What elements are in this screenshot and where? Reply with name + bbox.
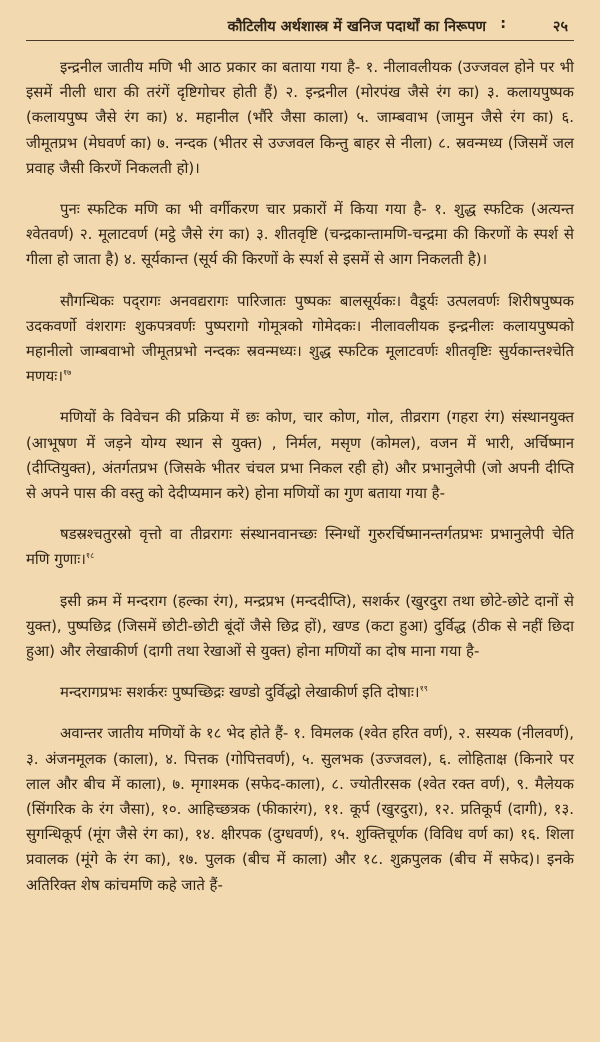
page-number: २५ [552, 19, 568, 35]
paragraph-text: मन्दरागप्रभः सशर्करः पुष्पच्छिद्रः खण्डो दुर्विद्धो लेखाकीर्ण इति दोषाः। [60, 683, 420, 702]
footnote-marker: १९ [419, 684, 428, 694]
footnote-marker: १७ [62, 368, 72, 378]
header-separator: : [500, 16, 506, 32]
sanskrit-quote-mani-doshas [26, 680, 574, 705]
paragraph-indranil-types [26, 55, 574, 181]
running-header [26, 14, 574, 41]
paragraph-mani-defects [26, 589, 574, 665]
paragraph-mani-qualities [26, 405, 574, 506]
paragraph-text: सौगन्धिकः पद्‌रागः अनवद्यरागः पारिजातः पुष्पकः बालसूर्यकः। वैडूर्यः उत्पलवर्णः शिरीषपुष्पक उदकवर्णो वंशरागः शुकपत्रवर्णः पुष्परागो गोमूत्रको गोमेदकः। नीलावलीयक इन्द्रनीलः कलायपुष्पको महानीलो जाम्बवाभो जीमूतप्रभो नन्दकः स्रवन्मध्यः। शुद्ध स्फटिक मूलाटवर्णः शीतवृष्टिः सुर्यकान्तश्चेति मणयः। [26, 291, 574, 386]
footnote-marker: १८ [85, 551, 95, 561]
paragraph-text: इसी क्रम में मन्दराग (हल्का रंग), मन्द्रप्रभ (मन्ददीप्ति), सशर्कर (खुरदुरा तथा छोटे-छोटे दानों से युक्त), पुष्पछिद्र (जिसमें छोटी-छोटी बूंदों जैसे छिद्र हों), खण्ड (कटा हुआ) दुर्विद्ध (ठीक से नहीं छिदा हुआ) और लेखाकीर्ण (दागी तथा रेखाओं से युक्त) होना मणियों का दोष माना गया है- [26, 591, 574, 661]
paragraph-text: अवान्तर जातीय मणियों के १८ भेद होते हैं- १. विमलक (श्वेत हरित वर्ण), २. सस्यक (नीलवर्ण), ३. अंजनमूलक (काला), ४. पित्तक (गोपित्तवर्ण), ५. सुलभक (उज्जवल), ६. लोहिताक्ष (किनारे पर लाल और बीच में काला), ७. मृगाश्मक (सफेद-काला), ८. ज्योतीरसक (श्वेत रक्त वर्ण), ९. मैलेयक (सिंगरिक के रंग जैसा), १०. आहिच्छत्रक (फीकारंग), ११. कूर्प (खुरदुरा), १२. प्रतिकूर्प (दागी), १३. सुगन्धिकूर्प (मूंग जैसे रंग का), १४. क्षीरपक (दुग्धवर्ण), १५. शुक्तिचूर्णक (विविध वर्ण का) १६. शिला प्रवालक (मूंगे के रंग का), १७. पुलक (बीच में काला) और १८. शुक्रपुलक (बीच में सफेद)। इनके अतिरिक्त शेष कांचमणि कहे जाते हैं- [26, 724, 574, 894]
paragraph-text: पुनः स्फटिक मणि का भी वर्गीकरण चार प्रकारों में किया गया है- १. शुद्ध स्फटिक (अत्यन्त श्वेतवर्ण) २. मूलाटवर्ण (मट्ठे जैसे रंग का) ३. शीतवृष्टि (चन्द्रकान्तामणि-चन्द्रमा की किरणों के स्पर्श से गीला हो जाता है) ४. सूर्यकान्त (सूर्य की किरणों के स्पर्श से इसमें से आग निकलती है)। [26, 200, 574, 269]
paragraph-text: इन्द्रनील जातीय मणि भी आठ प्रकार का बताया गया है- १. नीलावलीयक (उज्जवल होने पर भी इसमें नीली धारा की तरंगें दृष्टिगोचर होती हैं) २. इन्द्रनील (मोरपंख जैसे रंग का) ३. कलायपुष्पक (कलायपुष्प जैसे रंग का) ४. महानील (भौंरे जैसा काला) ५. जाम्बवाभ (जामुन जैसे रंग का) ६. जीमूतप्रभ (मेघवर्ण का) ७. नन्दक (भीतर से उज्जवल किन्तु बाहर से नीला) ८. स्रवन्मध्य (जिसमें जल प्रवाह जैसी किरणें निकलती हो)। [26, 58, 574, 177]
header-title: कौटिलीय अर्थशास्त्र में खनिज पदार्थों का निरूपण [227, 19, 486, 35]
paragraph-text: षडस्रश्चतुरस्रो वृत्तो वा तीव्ररागः संस्थानवानच्छः स्निग्धों गुरुरर्चिष्मानन्तर्गतप्रभः प्रभानुलेपी चेति मणि गुणाः। [26, 525, 574, 569]
page-body [26, 55, 574, 898]
paragraph-avantar-mani [26, 721, 574, 897]
paragraph-sphatik-types [26, 197, 574, 273]
sanskrit-quote-mani-list [26, 289, 574, 390]
sanskrit-quote-mani-gunas [26, 522, 574, 572]
paragraph-text: मणियों के विवेचन की प्रक्रिया में छः कोण, चार कोण, गोल, तीव्रराग (गहरा रंग) संस्थानयुक्त (आभूषण में जड़ने योग्य स्थान से युक्त) , निर्मल, मसृण (कोमल), वजन में भारी, अर्चिष्मान (दीप्तियुक्त), अंतर्गतप्रभ (जिसके भीतर चंचल प्रभा निकल रही हो) और प्रभानुलेपी (जो अपनी दीप्ति से अपने पास की वस्तु को देदीप्यमान करे) होना मणियों का गुण बताया गया है- [26, 408, 574, 503]
